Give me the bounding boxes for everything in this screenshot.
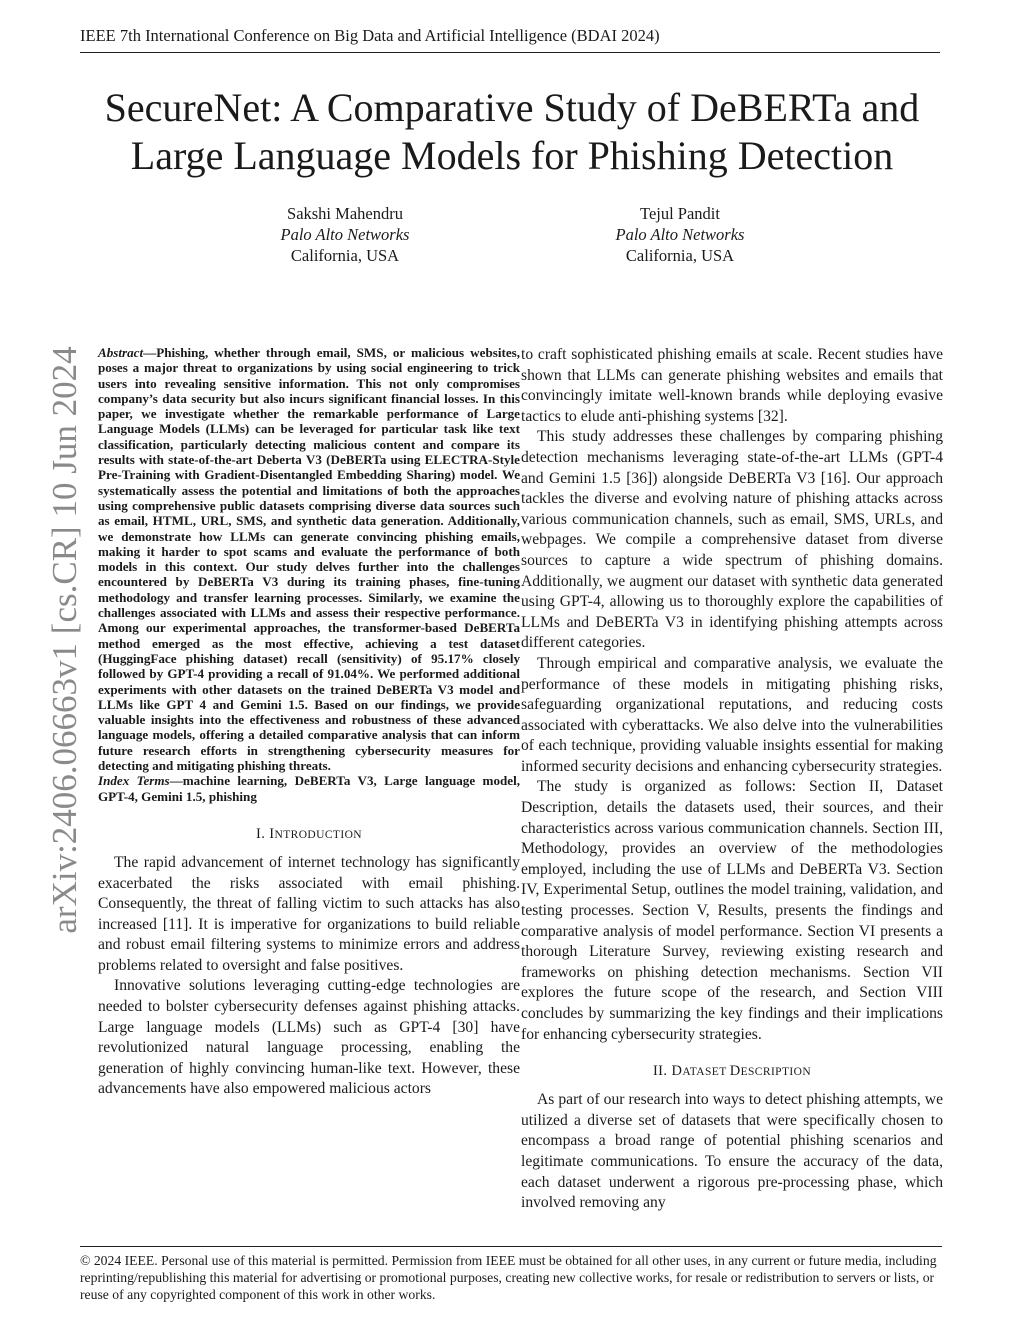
author-block — [560, 203, 800, 266]
abstract — [98, 345, 520, 773]
author-affiliation: Palo Alto Networks — [615, 225, 745, 244]
author-affiliation: Palo Alto Networks — [280, 225, 410, 244]
paragraph: The study is organized as follows: Section II, Dataset Description, details the datasets used, their sources, and their characteristics across various communication channels. Section III, Methodology, provides an overview of the methodologies employed, including the use of LLMs and DeBERTa V3. Section IV, Experimental Setup, outlines the model training, validation, and testing processes. Section V, Results, presents the findings and comparative analysis of model performance. Section VI presents a thorough Literature Survey, reviewing existing research and frameworks on phishing detection mechanisms. Section VII explores the future scope of the research, and Section VIII concludes by summarizing the key findings and their implications for enhancing cybersecurity strategies. — [521, 778, 943, 1043]
copyright-notice: © 2024 IEEE. Personal use of this material is permitted. Permission from IEEE must be obtained for all other uses, in any current or future media, including reprinting/republishing this material for advertising or promotional purposes, creating new collective works, for resale or redistribution to servers or lists, or reuse of any copyrighted component of this work in other works. — [80, 1253, 937, 1303]
author-name: Sakshi Mahendru — [287, 204, 403, 223]
paragraph: Through empirical and comparative analysis, we evaluate the performance of these models in mitigating phishing risks, safeguarding organizational reputations, and reducing costs associated with cyberattacks. We also delve into the vulnerabilities of each technique, providing valuable insights essential for making informed security decisions and enhancing cybersecurity strategies. — [521, 654, 943, 775]
paragraph: The rapid advancement of internet technology has significantly exacerbated the risks associated with email phishing. Consequently, the threat of falling victim to such attacks has also increased [11]. It is imperative for organizations to build reliable and robust email filtering systems to minimize errors and address problems related to oversight and false positives. — [98, 853, 520, 974]
paragraph: This study addresses these challenges by comparing phishing detection mechanisms leveraging state-of-the-art LLMs (GPT-4 and Gemini 1.5 [36]) alongside DeBERTa V3 [16]. Our approach tackles the diverse and evolving nature of phishing attacks across various communication channels, such as email, SMS, URLs, and webpages. We compile a comprehensive dataset from diverse sources to capture a wide spectrum of phishing domains. Additionally, we augment our dataset with synthetic data generated using GPT-4, allowing us to thoroughly explore the capabilities of LLMs and DeBERTa V3 in identifying phishing attempts across different categories. — [521, 428, 943, 652]
author-name: Tejul Pandit — [640, 204, 720, 223]
author-location: California, USA — [290, 246, 400, 265]
paragraph: As part of our research into ways to detect phishing attempts, we utilized a diverse set of datasets that were specifically chosen to encompass a broad range of potential phishing scenarios and legitimate communications. To ensure the accuracy of the data, each dataset underwent a rigorous pre-processing phase, which involved removing any — [521, 1091, 943, 1212]
index-terms-lead: Index Terms — [98, 773, 170, 789]
right-column — [521, 345, 943, 1214]
arxiv-stamp: arXiv:2406.06663v1 [cs.CR] 10 Jun 2024 — [45, 346, 84, 934]
paper-title-line-1: SecureNet: A Comparative Study of DeBERTa and — [104, 85, 920, 130]
paragraph: Innovative solutions leveraging cutting-edge technologies are needed to bolster cybersecurity defenses against phishing attacks. Large language models (LLMs) such as GPT-4 [30] have revolutionized natural language processing, enabling the generation of highly convincing human-like text. However, these advancements have also empowered malicious actors — [98, 977, 520, 1098]
section-heading-dataset-description: II. DATASET DESCRIPTION — [652, 1063, 812, 1080]
left-column — [98, 345, 520, 1100]
conference-header: IEEE 7th International Conference on Big Data and Artificial Intelligence (BDAI 2024) — [80, 26, 940, 53]
footer-divider — [80, 1246, 942, 1247]
paragraph: to craft sophisticated phishing emails at scale. Recent studies have shown that LLMs can generate phishing websites and emails that convincingly imitate well-known brands while deploying evasive tactics to elude anti-phishing systems [32]. — [521, 346, 943, 425]
abstract-text: —Phishing, whether through email, SMS, or malicious websites, poses a major threat to organizations by using social engineering to trick users into revealing sensitive information. This not only compromises company’s data security but also incurs significant financial losses. In this paper, we investigate whether the remarkable performance of Large Language Models (LLMs) can be leveraged for particular task like text classification, particularly detecting malicious content and compare its results with state-of-the-art Deberta V3 (DeBERTa using ELECTRA-Style Pre-Training with Gradient-Disentangled Embedding Sharing) model. We systematically assess the potential and limitations of both the approaches using comprehensive public datasets comprising diverse data sources such as email, HTML, URL, SMS, and synthetic data generation. Additionally, we demonstrate how LLMs can generate convincing phishing emails, making it harder to spot scams and evaluate the performance of both models in this context. Our study delves further into the challenges encountered by DeBERTa V3 during its training phases, fine-tuning methodology and transfer learning processes. Similarly, we examine the challenges associated with LLMs and assess their respective performance. Among our experimental approaches, the transformer-based DeBERTa method emerged as the most effective, achieving a test dataset (HuggingFace phishing dataset) recall (sensitivity) of 95.17% closely followed by GPT-4 providing a recall of 91.04%. We performed additional experiments with other datasets on the trained DeBERTa V3 model and LLMs like GPT 4 and Gemini 1.5. Based on our findings, we provide valuable insights into the effectiveness and robustness of these advanced language models, offering a detailed comparative analysis that can inform future research efforts in strengthening cybersecurity measures for detecting and mitigating phishing threats. — [98, 345, 520, 774]
abstract-lead: Abstract — [98, 345, 144, 360]
index-terms-text: —machine learning, DeBERTa V3, Large language model, GPT-4, Gemini 1.5, phishing — [98, 773, 520, 804]
section-heading-introduction: I. INTRODUCTION — [256, 825, 362, 842]
index-terms — [98, 773, 520, 804]
paper-title-line-2: Large Language Models for Phishing Detection — [130, 133, 894, 178]
author-location: California, USA — [625, 246, 735, 265]
author-block — [225, 203, 465, 266]
